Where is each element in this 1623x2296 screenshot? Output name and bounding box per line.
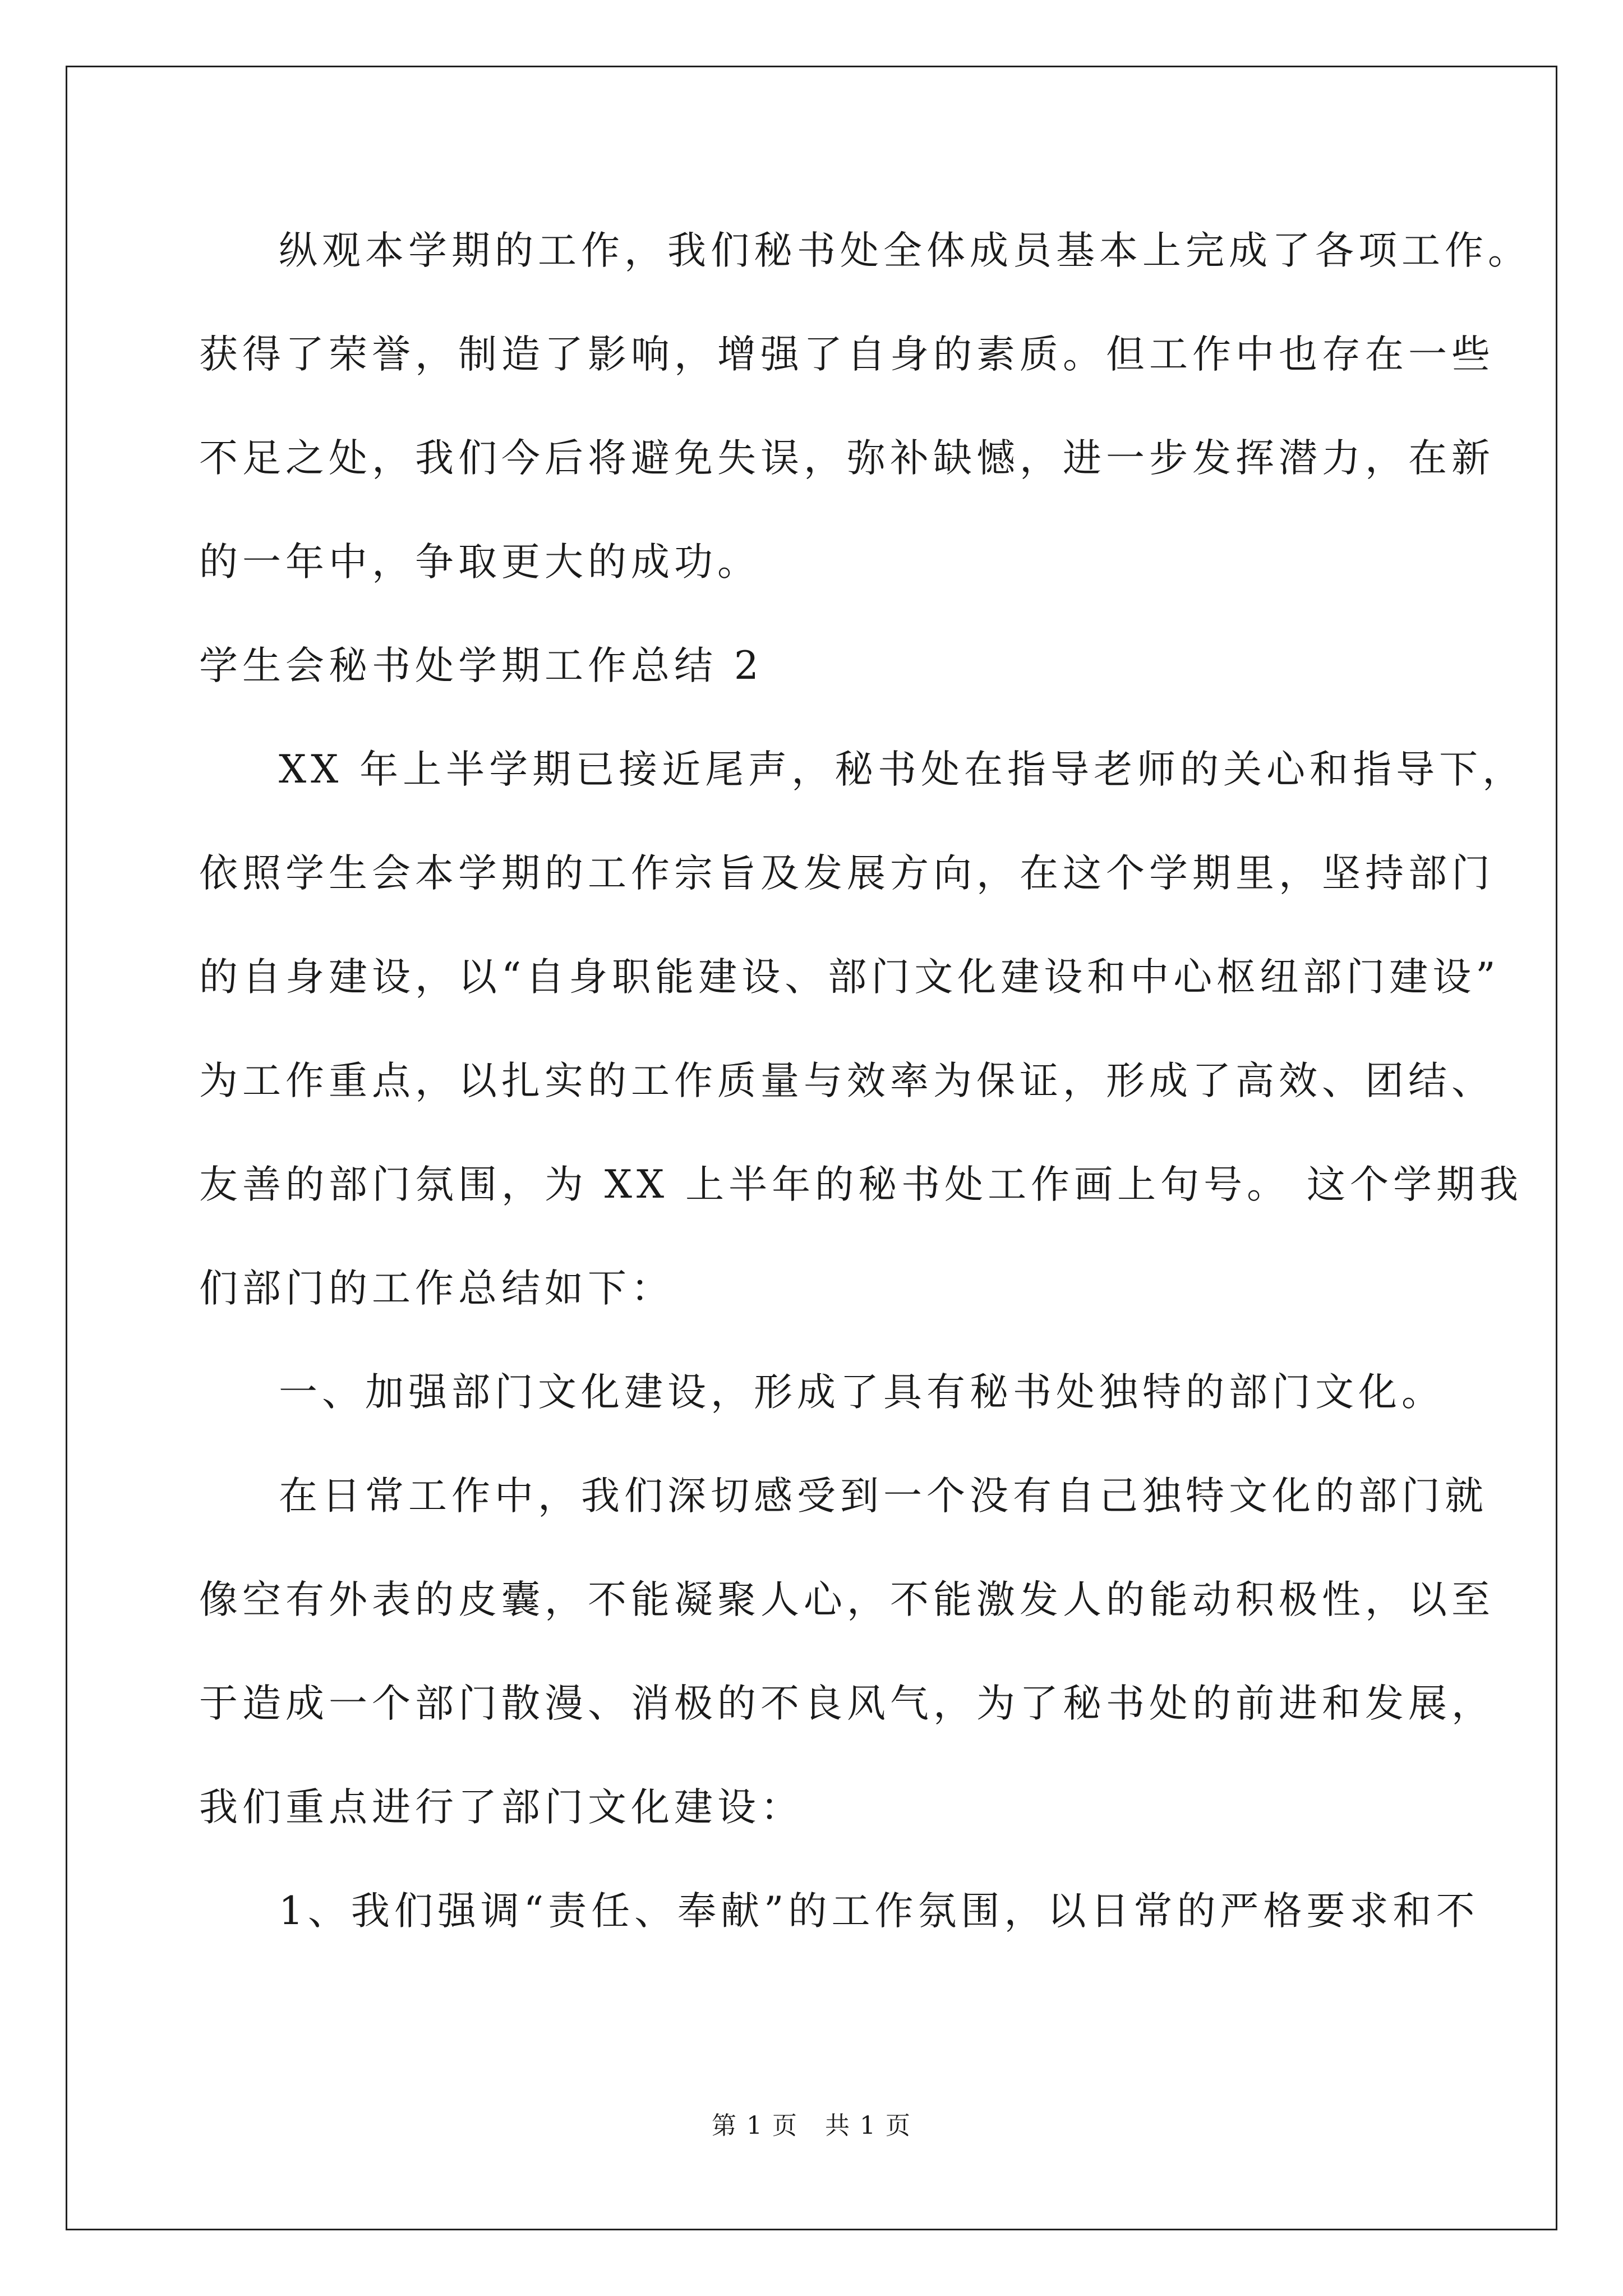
text-line: 友善的部门氛围，为 XX 上半年的秘书处工作画上句号。 这个学期我 [199, 1162, 1523, 1207]
page-footer: 第 1 页 共 1 页 [712, 2111, 911, 2140]
text-line: 1、我们强调“责任、奉献”的工作氛围，以日常的严格要求和不 [279, 1889, 1479, 1934]
text-line: 们部门的工作总结如下： [199, 1266, 674, 1311]
text-line: 的一年中，争取更大的成功。 [199, 540, 760, 585]
text-line: 我们重点进行了部门文化建设： [199, 1785, 804, 1830]
text-line: 依照学生会本学期的工作宗旨及发展方向，在这个学期里，坚持部门 [199, 851, 1495, 896]
text-line: XX 年上半学期已接近尾声，秘书处在指导老师的关心和指导下， [279, 747, 1526, 792]
text-line: 不足之处，我们今后将避免失误，弥补缺憾，进一步发挥潜力，在新 [199, 436, 1495, 481]
text-line: 获得了荣誉，制造了影响，增强了自身的素质。但工作中也存在一些 [199, 332, 1495, 377]
text-line: 为工作重点，以扎实的工作质量与效率为保证，形成了高效、团结、 [199, 1059, 1495, 1103]
text-line: 一、加强部门文化建设，形成了具有秘书处独特的部门文化。 [279, 1370, 1445, 1415]
text-line: 像空有外表的皮囊，不能凝聚人心，不能激发人的能动积极性，以至 [199, 1577, 1495, 1622]
text-line: 于造成一个部门散漫、消极的不良风气，为了秘书处的前进和发展， [199, 1681, 1495, 1726]
text-line: 纵观本学期的工作，我们秘书处全体成员基本上完成了各项工作。 [279, 228, 1531, 273]
text-line: 在日常工作中，我们深切感受到一个没有自己独特文化的部门就 [279, 1474, 1488, 1519]
section-heading: 学生会秘书处学期工作总结 2 [199, 643, 763, 688]
text-line: 的自身建设，以“自身职能建设、部门文化建设和中心枢纽部门建设” [199, 955, 1500, 1000]
